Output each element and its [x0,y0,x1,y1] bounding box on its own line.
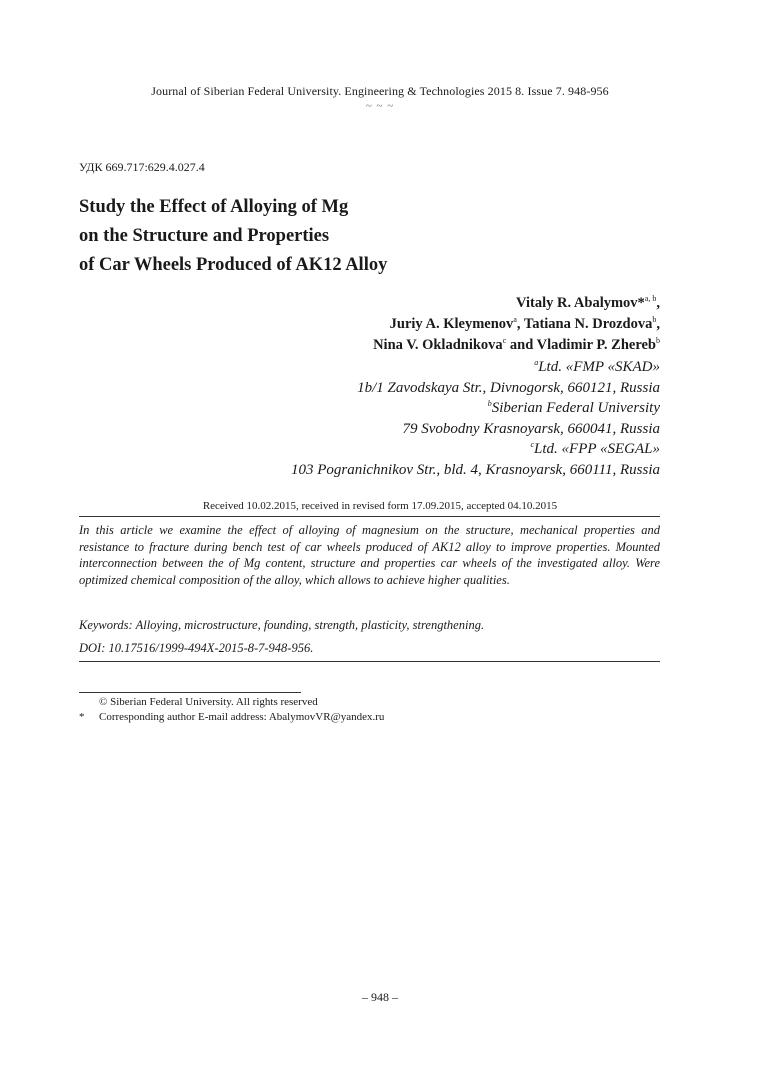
corresponding-email: Corresponding author E-mail address: AbalymovVR@yandex.ru [99,711,385,723]
affil-org-name: Ltd. «FPP «SEGAL» [534,441,660,457]
author-affil-mark: b [656,336,660,346]
title-line: on the Structure and Properties [79,226,330,246]
page-number: – 948 – [362,990,398,1004]
author-list [373,293,660,356]
affiliation-org [291,439,660,460]
udk-code: УДК 669.717:629.4.027.4 [79,160,205,174]
author-name: and Vladimir P. Zhereb [506,337,656,353]
footnote-copyright: © Siberian Federal University. All rights reserved [99,696,318,708]
author-name: Juriy A. Kleymenov [389,316,514,332]
journal-header: Journal of Siberian Federal University. Engineering & Technologies 2015 8. Issue 7. 948-956 [151,84,609,98]
title-line: of Car Wheels Produced of AK12 Alloy [79,255,388,275]
affil-mark: a [534,358,539,367]
author-affil-mark: a, b [644,294,657,304]
keywords: Keywords: Alloying, microstructure, founding, strength, plasticity, strengthening. [79,618,485,632]
abstract: In this article we examine the effect of alloying of magnesium on the structure, mechanical properties and resistance to fracture during bench test of car wheels produced of AK12 alloy to improve properties. Mounted interconnection between the of Mg content, structure and properties car wheels of the investigated alloy. Were optimized chemical composition of the alloy, which allows to achieve higher qualities. [79,523,660,587]
affiliation-org [291,398,660,419]
affil-org-name: Ltd. «FMP «SKAD» [538,359,660,375]
doi: DOI: 10.17516/1999-494X-2015-8-7-948-956. [79,641,314,655]
footnote-corresponding [79,711,384,723]
affiliation-address: 1b/1 Zavodskaya Str., Divnogorsk, 660121, Russia [357,379,660,396]
author-name: Vitaly R. Abalymov* [516,295,645,311]
author-punct: , [656,295,660,311]
author-line [373,335,660,356]
affil-mark: c [530,440,535,449]
footnote-divider [79,692,301,693]
paper-title [79,193,639,280]
divider-bottom [79,661,660,662]
title-line: Study the Effect of Alloying of Mg [79,197,349,217]
affiliation-address: 79 Svobodny Krasnoyarsk, 660041, Russia [402,420,660,437]
affil-org-name: Siberian Federal University [491,400,660,416]
author-name: , Tatiana N. Drozdova [516,316,653,332]
author-affil-mark: b [652,315,657,325]
affiliations [291,357,660,480]
affiliation-address: 103 Pogranichnikov Str., bld. 4, Krasnoyarsk, 660111, Russia [290,461,660,478]
affil-mark: b [487,399,492,408]
author-affil-mark: c [502,336,507,346]
received-dates: Received 10.02.2015, received in revised form 17.09.2015, accepted 04.10.2015 [202,500,558,512]
author-line [373,314,660,335]
affiliation-org [291,357,660,378]
author-affil-mark: a [513,315,517,325]
author-line [373,293,660,314]
author-punct: , [656,316,660,332]
header-separator: ~ ~ ~ [365,100,395,112]
divider-top [79,516,660,517]
footnote-star: * [79,711,85,723]
author-name: Nina V. Okladnikova [373,337,503,353]
